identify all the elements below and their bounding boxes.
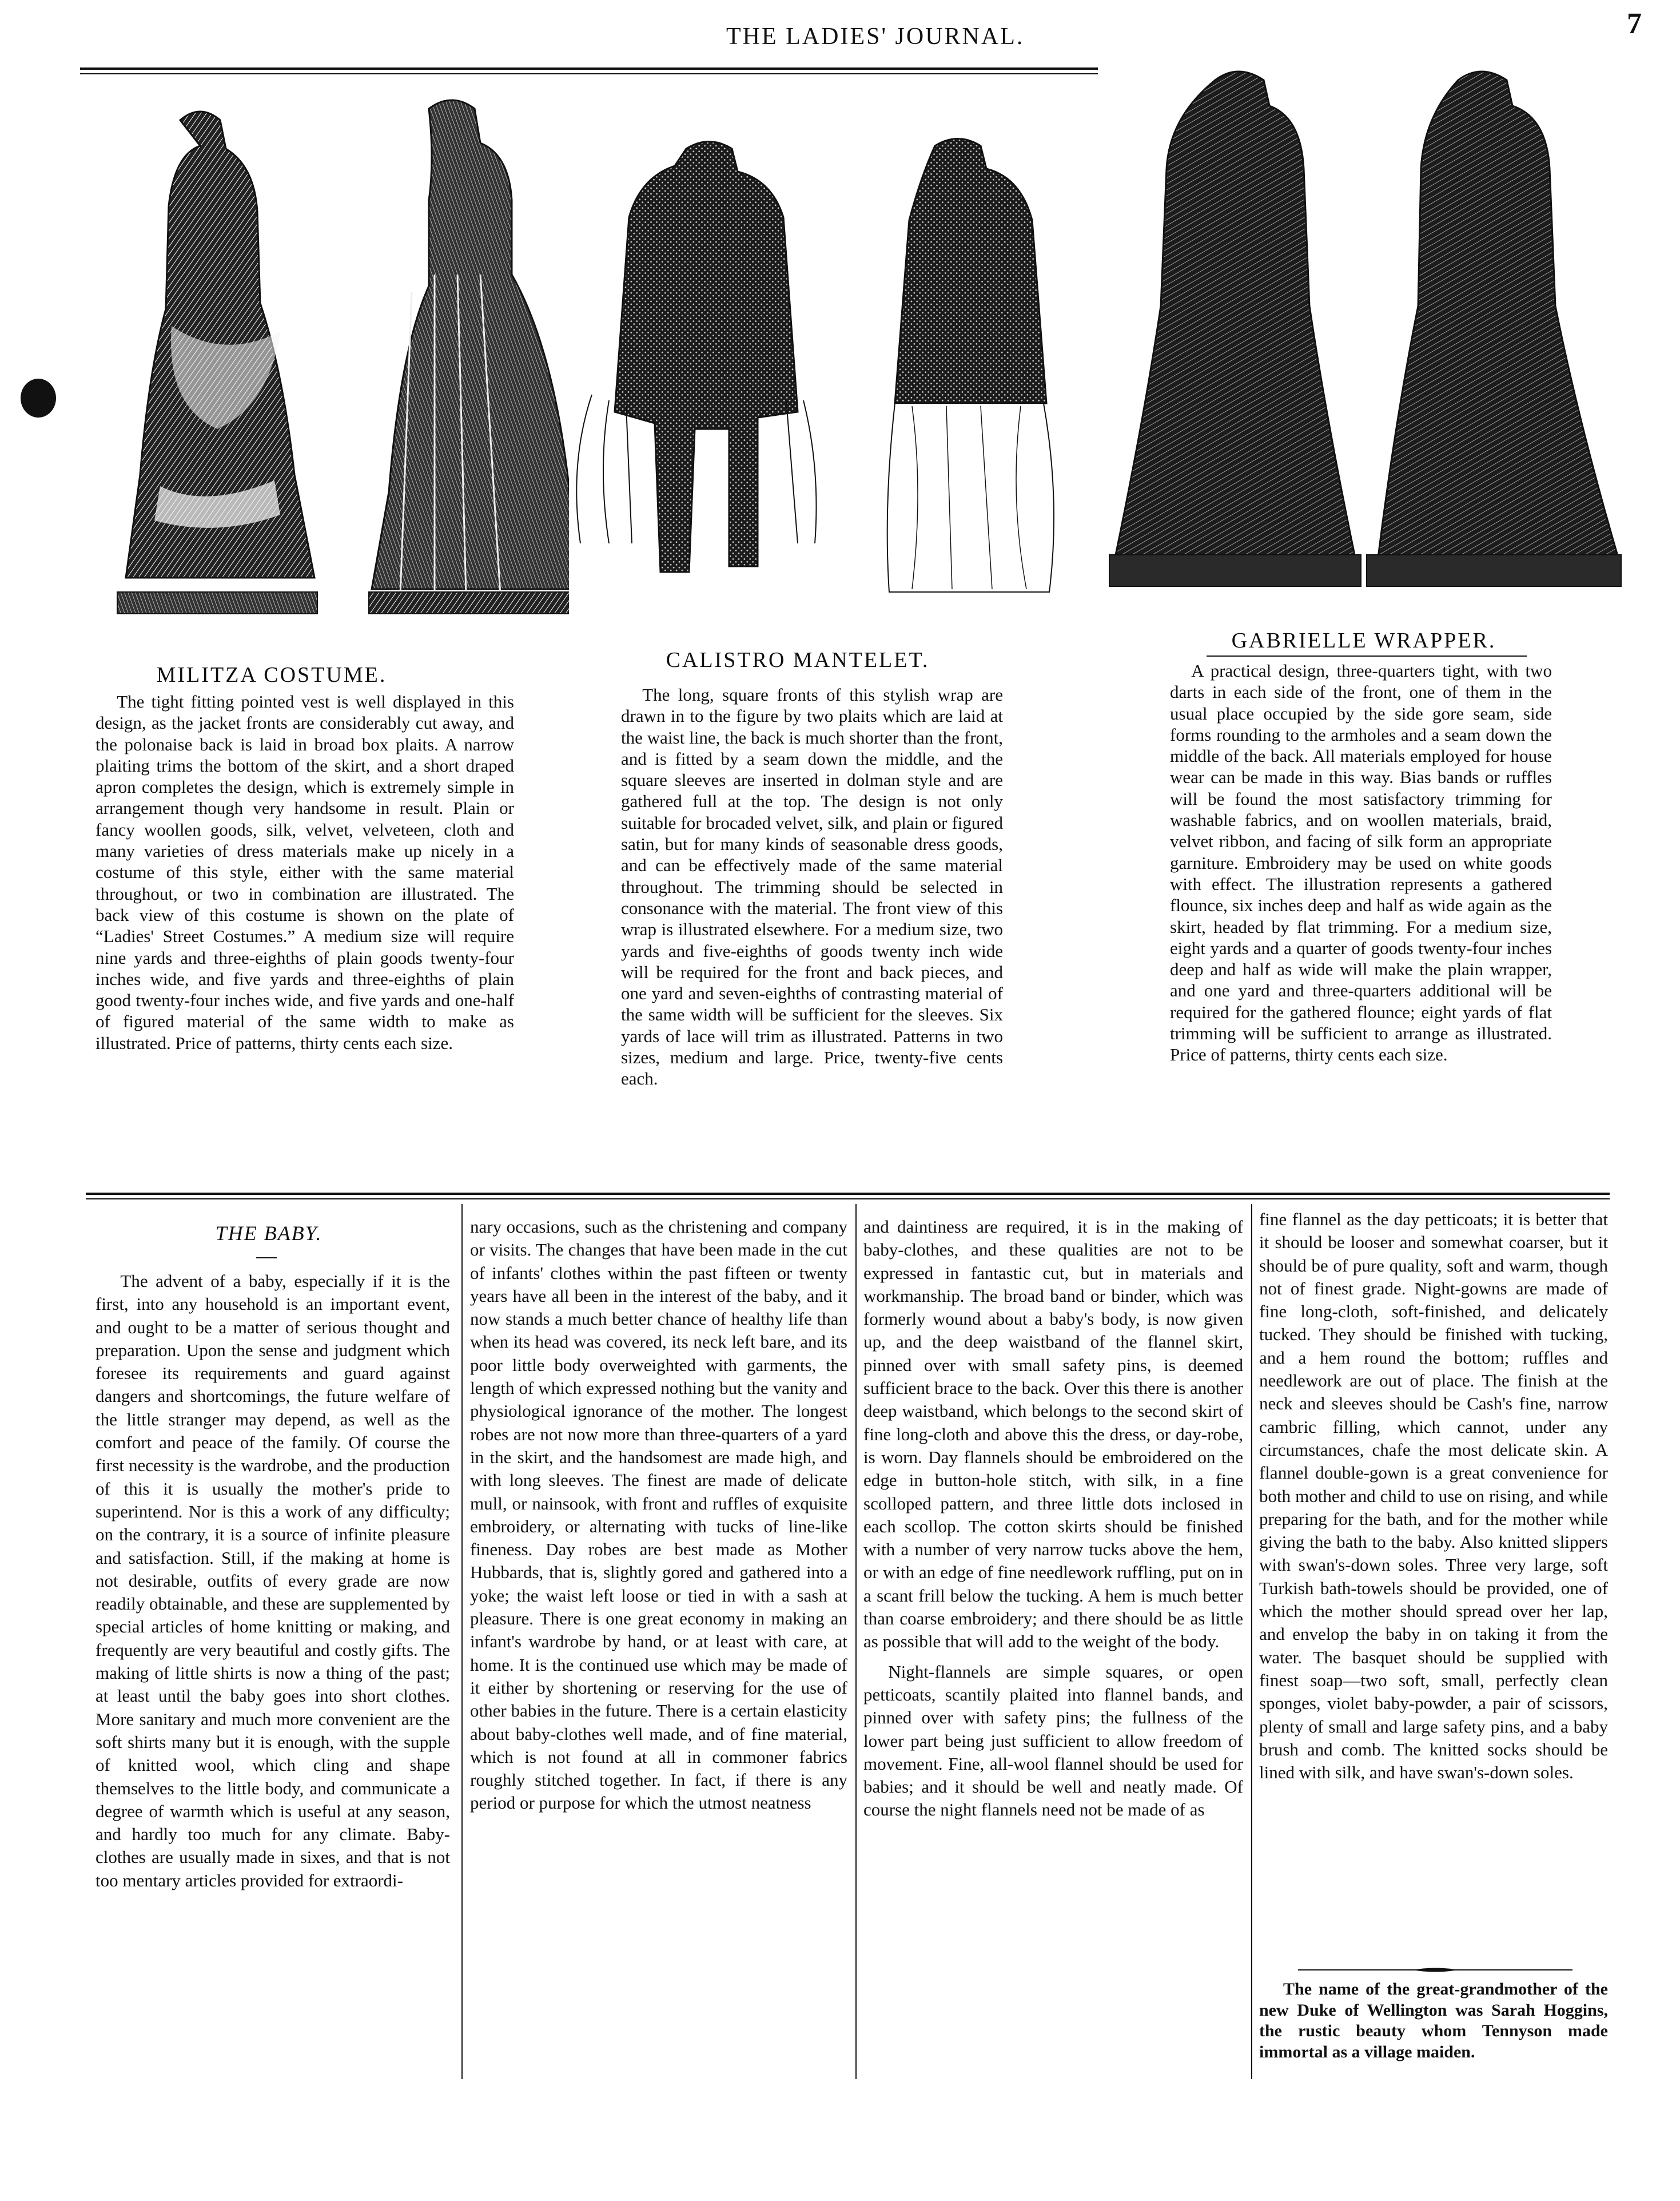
militza-description-text: The tight fitting pointed vest is well displayed in this design, as the jacket fronts are considerably cut away, and the polonaise back is laid in broad box plaits. A narrow plaiting trims the bottom of the skirt, and a short draped apron completes the design, which is extremely simple in arrangement though very handsome in result. Plain or fancy woollen goods, silk, velvet, velveteen, cloth and many varieties of dress materials make up nicely in a costume of this style, either with the same material throughout, or two in combination are illustrated. The back view of this costume is shown on the plate of “Ladies' Street Costumes.” A medium size will require nine yards and three-eighths of plain goods twenty-four inches wide, and five yards and three-eighths of plain good twenty-four inches wide, and five yards and one-half of figured material of the same width to make as illustrated. Price of patterns, thirty cents each size. xyxy=(95,692,514,1053)
article-column-1 xyxy=(95,1270,450,1892)
column-3-paragraph-1: and daintiness are required, it is in the making of baby-clothes, and these qualities are not to be expressed in fantastic cut, but in materials and workmanship. The broad band or binder, which was formerly wound about a baby's body, is now given up, and the deep waistband of the flannel skirt, pinned over with small safety pins, is deemed sufficient brace to the back. Over this there is another deep waistband, which belongs to the second skirt of fine long-cloth and above this the dress, or day-robe, is worn. Day flannels should be embroidered on the edge in button-hole stitch, with silk, in a fine scolloped pattern, and three little dots inclosed in each scollop. The cotton skirts should be finished with a number of very narrow tucks above the hem, or with an edge of fine needlework ruffling, put on in a scant frill below the tucking. A hem is much better than coarse embroidery; and there should be as little as possible that will add to the weight of the body. xyxy=(863,1217,1243,1652)
section-rule-thin xyxy=(86,1198,1610,1199)
gabrielle-back-figure xyxy=(1378,71,1618,558)
article-column-3 xyxy=(863,1215,1243,1822)
article-column-4 xyxy=(1259,1208,1608,1784)
column-rule-3 xyxy=(1251,1204,1252,2079)
running-head xyxy=(0,0,1680,63)
militza-caption: MILITZA COSTUME. xyxy=(156,663,387,687)
column-4-paragraph: fine flannel as the day petticoats; it is better that it should be looser and somewhat coarser, but it should be of pure quality, soft and warm, though not of finest grade. Night-gowns are made of fine long-cloth, soft-finished, and delicately tucked. They should be finished with tucking, and a hem round the bottom; ruffles and needlework are out of place. The finish at the neck and sleeves should be Cash's fine, narrow cambric filling, which cannot, under any circumstances, chafe the most delicate skin. A flannel double-gown is a great convenience for both mother and child to use on rising, and while preparing for the bath, and for the mother while giving the bath to the baby. Also knitted slippers with swan's-down soles. Three very large, soft Turkish bath-towels should be provided, one of which the mother should spread over her lap, and envelop the baby in on taking it from the water. The basquet should be supplied with finest soap—two soft, small, perfectly clean sponges, violet baby-powder, a pair of scissors, plenty of small and large safety pins, and a baby brush and comb. The knitted socks should be lined with silk, and have swan's-down soles. xyxy=(1259,1209,1608,1783)
calistro-front-figure xyxy=(615,142,798,573)
ornament-rule xyxy=(1298,1966,1572,1974)
calistro-back-figure xyxy=(895,139,1046,404)
column-2-paragraph: nary occasions, such as the christening and company or visits. The changes that have been made in the cut of infants' clothes within the past fifteen or twenty years have all been in the interest of the baby, and it now stands a much better chance of healthy life than when its head was covered, its neck left bare, and its poor little body overweighted with garments, the length of which expressed nothing but the vanity and physiological ignorance of the mother. The longest robes are not now more than three-quarters of a yard in the skirt, and the handsomest are made high, and with long sleeves. The finest are made of delicate mull, or nainsook, with front and ruffles of exquisite embroidery, or alternating with tucks of line-like fineness. Day robes are best made as Mother Hubbards, that is, slightly gored and gathered into a yoke; the waist left loose or tied in with a sash at pleasure. There is one great economy in making an infant's wardrobe by hand, or at least with care, at home. It is the continued use which may be made of it either by shortening or reserving for the use of other babies in the future. There is a certain elasticity about baby-clothes well made, and of fine material, which is not found at all in commoner fabrics roughly stitched together. In fact, if there is any period or purpose for which the utmost neatness xyxy=(470,1217,847,1813)
calistro-description-text: The long, square fronts of this stylish wrap are drawn in to the figure by two plaits which are laid at the waist line, the back is much shorter than the front, and is fitted by a seam down the middle, and the square sleeves are inserted in dolman style and are gathered full at the top. The design is not only suitable for brocaded velvet, silk, and plain or figured satin, but for many kinds of seasonable dress goods, and can be effectively made of the same material throughout. The trimming should be selected in consonance with the material. The front view of this wrap is illustrated elsewhere. For a medium size, two yards and five-eighths of goods twenty inch wide will be required for the front and back pieces, and one yard and seven-eighths of contrasting material of the same width will be sufficient for the sleeves. Six yards of lace will trim as illustrated. Patterns in two sizes, medium and large. Price, twenty-five cents each. xyxy=(621,685,1003,1089)
calistro-caption: CALISTRO MANTELET. xyxy=(666,648,930,672)
gabrielle-caption-rule xyxy=(1207,655,1527,657)
ink-blot xyxy=(21,379,56,418)
calistro-illustration xyxy=(569,132,1075,635)
wellington-note xyxy=(1259,1979,1608,2063)
gabrielle-front-figure xyxy=(1115,71,1355,558)
article-column-2 xyxy=(470,1215,847,1815)
militza-illustration xyxy=(86,86,583,629)
gabrielle-caption: GABRIELLE WRAPPER. xyxy=(1231,629,1496,653)
running-title: THE LADIES' JOURNAL. xyxy=(726,23,1025,50)
article-title: THE BABY. xyxy=(215,1222,323,1245)
section-rule xyxy=(86,1193,1610,1195)
calistro-description xyxy=(621,684,1003,1090)
page-number: 7 xyxy=(1627,7,1642,40)
column-rule-2 xyxy=(855,1204,857,2079)
column-3-paragraph-2: Night-flannels are simple squares, or open petticoats, scantily plaited into flannel bands, and pinned over with safety pins; the fullness of the lower part being just sufficient to allow freedom of movement. Fine, all-wool flannel should be used for babies; and it should be well and neatly made. Of course the night flannels need not be made of as xyxy=(863,1661,1243,1820)
column-1-paragraph: The advent of a baby, especially if it is the first, into any household is an important event, and ought to be a matter of serious thought and preparation. Upon the sense and judgment which foresee its requirements and guard against dangers and shortcomings, the future welfare of the little stranger may depend, as well as the comfort and peace of the family. Of course the first necessity is the wardrobe, and the production of this it is usually the mother's pride to superintend. Nor is this a work of any difficulty; on the contrary, it is a source of infinite pleasure and satisfaction. Still, if the making at home is not desirable, outfits of every grade are now readily obtainable, and these are supplemented by special articles of home knitting or making, and frequently are very beautiful and costly gifts. The making of little shirts is now a thing of the past; at least until the baby goes into short clothes. More sanitary and much more convenient are the soft shirts many but it is enough, with the supple of knitted wool, which cling and shape themselves to the little body, and communicate a degree of warmth which is useful at any season, and hardly too much for any climate. Baby-clothes are usually made in sixes, and that is not too mentary articles provided for extraordi- xyxy=(95,1271,450,1890)
wellington-note-text: The name of the great-grandmother of the new Duke of Wellington was Sarah Hoggins, the rustic beauty whom Tennyson made immortal as a village maiden. xyxy=(1259,1980,1608,2061)
column-rule-1 xyxy=(461,1204,463,2079)
title-dash xyxy=(256,1257,277,1258)
militza-description xyxy=(95,691,514,1054)
gabrielle-description xyxy=(1170,660,1552,1066)
gabrielle-description-text: A practical design, three-quarters tight, with two darts in each side of the front, one of them in the usual place occupied by the side gore seam, side forms rounding to the armholes and a seam down the middle of the back. All materials employed for house wear can be made in this way. Bias bands or ruffles will be found the most satisfactory trimming for washable fabrics, and on woollen materials, braid, velvet ribbon, and facing of silk form an appropriate garniture. Embroidery may be used on white goods with effect. The illustration represents a gathered flounce, six inches deep and half as wide again as the skirt, headed by flat trimming. For a medium size, eight yards and a quarter of goods twenty-four inches deep and half as wide will make the plain wrapper, and one yard and three-quarters additional will be required for the gathered flounce; eight yards of flat trimming will be sufficient to arrange as illustrated. Price of patterns, thirty cents each size. xyxy=(1170,661,1552,1065)
gabrielle-illustration xyxy=(1098,63,1630,606)
